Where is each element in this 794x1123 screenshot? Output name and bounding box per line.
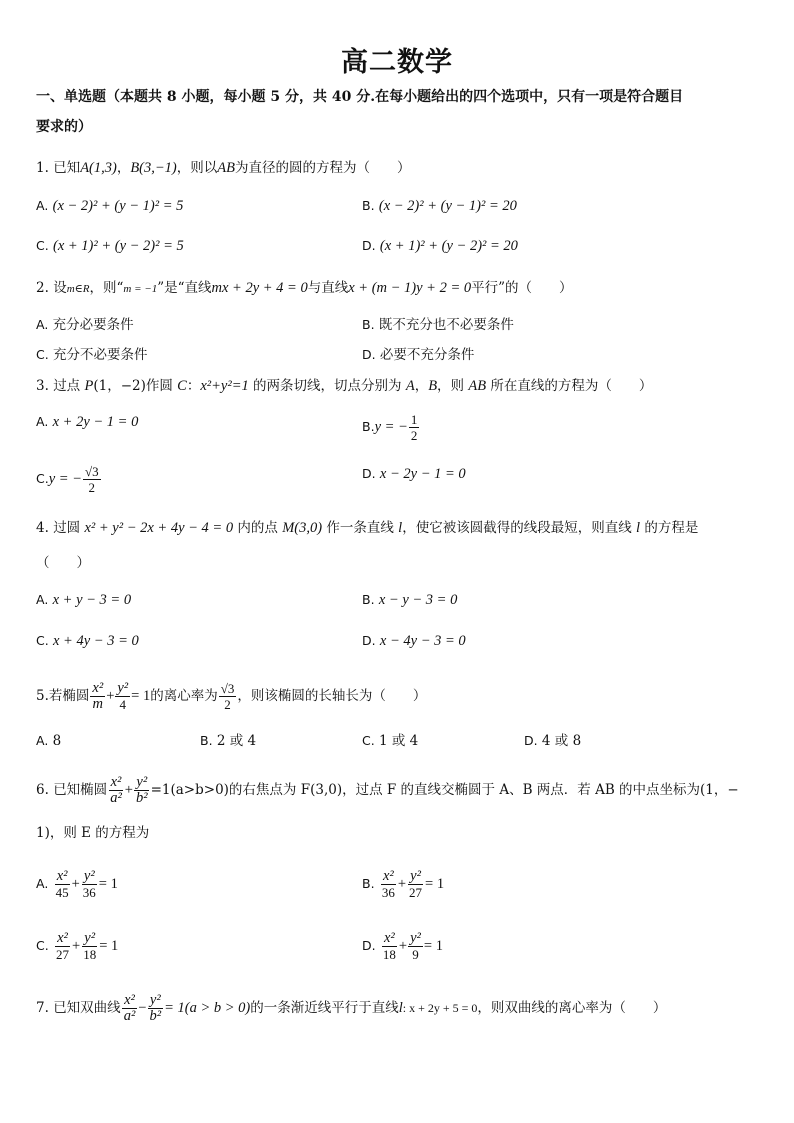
q6-option-d[interactable]: D. $\frac{\text{x²}}{18}$ + $\frac{\text{y²}}{9}$ = 1 (362, 930, 443, 962)
q4-option-a[interactable]: A. x + y − 3 = 0 (36, 592, 132, 608)
q5-option-b[interactable]: B. 2 或 4 (200, 733, 257, 749)
q5-option-c[interactable]: C. 1 或 4 (362, 733, 419, 749)
q3-option-b[interactable]: B.y = − $\frac{1}{2}$ (362, 412, 418, 443)
q2-option-d[interactable]: D. 必要不充分条件 (362, 347, 475, 363)
question-6: 6. 已知椭圆 $\frac{\text{x²}}{\text{a²}}$ + $\frac{\text{y²}}{\text{b²}}$ =1(a>b>0)的右焦点为 F(3,0)，过点 F 的直线交椭圆于 A、B 两点．若 AB 的中点坐标为(1，− (36, 774, 739, 806)
question-7: 7. 已知双曲线 $\frac{\text{x²}}{\text{a²}}$ − $\frac{\text{y²}}{\text{b²}}$ = 1(a > b > 0)的一条渐近线平行于直线l: x + 2y + 5 = 0，则双曲线的离心率为（ ） (36, 992, 667, 1024)
q2-option-c[interactable]: C. 充分不必要条件 (36, 347, 148, 363)
q2-option-a[interactable]: A. 充分必要条件 (36, 317, 134, 333)
section-heading-line1: 一、单选题（本题共 8 小题，每小题 5 分，共 40 分.在每小题给出的四个选项中，只有一项是符合题目 (36, 89, 684, 105)
question-4: 4. 过圆 x² + y² − 2x + 4y − 4 = 0 内的点 M(3,0) 作一条直线 l，使它被该圆截得的线段最短，则直线 l 的方程是 (36, 520, 699, 536)
fraction: $\frac{\text{x²}}{\text{a²}}$ (123, 992, 136, 1024)
section-heading (36, 82, 766, 142)
q1-option-b[interactable]: B. (x − 2)² + (y − 1)² = 20 (362, 198, 517, 214)
q5-option-d[interactable]: D. 4 或 8 (524, 733, 582, 749)
fraction: $\frac{√3}{2}$ (84, 464, 99, 495)
q1-option-a[interactable]: A. (x − 2)² + (y − 1)² = 5 (36, 198, 184, 214)
fraction: $\frac{\text{y²}}{4}$ (117, 680, 129, 712)
question-5: 5.若椭圆 $\frac{\text{x²}}{m}$ + $\frac{\text{y²}}{4}$ = 1的离心率为 $\frac{√3}{2}$ ，则该椭圆的长轴长为（ ） (36, 680, 427, 712)
fraction: $\frac{\text{y²}}{\text{b²}}$ (135, 774, 148, 806)
q2-option-b[interactable]: B. 既不充分也不必要条件 (362, 317, 514, 333)
question-1: 1. 已知A(1,3)，B(3,−1)，则以AB为直径的圆的方程为（ ） (36, 160, 411, 176)
q6-option-a[interactable]: A. $\frac{\text{x²}}{45}$ + $\frac{\text{y²}}{36}$ = 1 (36, 868, 118, 900)
question-4-cont: （ ） (36, 555, 90, 571)
q1-option-d[interactable]: D. (x + 1)² + (y − 2)² = 20 (362, 238, 518, 254)
fraction: $\frac{√3}{2}$ (220, 681, 235, 712)
fraction: $\frac{\text{x²}}{m}$ (92, 680, 104, 712)
question-2: 2. 设m∈R，则“m = −1”是“直线mx + 2y + 4 = 0与直线x + (m − 1)y + 2 = 0平行”的（ ） (36, 280, 573, 296)
q4-option-d[interactable]: D. x − 4y − 3 = 0 (362, 633, 466, 649)
question-3: 3. 过点 P(1，−2)作圆 C：x²+y²=1 的两条切线，切点分别为 A，B，则 AB 所在直线的方程为（ ） (36, 378, 653, 394)
q4-option-b[interactable]: B. x − y − 3 = 0 (362, 592, 458, 608)
q6-option-c[interactable]: C. $\frac{\text{x²}}{27}$ + $\frac{\text{y²}}{18}$ = 1 (36, 930, 119, 962)
q3-option-c[interactable]: C.y = − $\frac{√3}{2}$ (36, 464, 99, 495)
question-6-cont: 1)，则 E 的方程为 (36, 825, 150, 841)
q3-option-d[interactable]: D. x − 2y − 1 = 0 (362, 466, 466, 482)
q4-option-c[interactable]: C. x + 4y − 3 = 0 (36, 633, 139, 649)
fraction: $\frac{1}{2}$ (410, 412, 418, 443)
page-title: 高二数学 (341, 47, 453, 78)
fraction: $\frac{\text{x²}}{\text{a²}}$ (110, 774, 122, 806)
q3-option-a[interactable]: A. x + 2y − 1 = 0 (36, 414, 139, 430)
q1-option-c[interactable]: C. (x + 1)² + (y − 2)² = 5 (36, 238, 184, 254)
section-heading-line2: 要求的） (36, 119, 92, 135)
q5-option-a[interactable]: A. 8 (36, 733, 62, 749)
fraction: $\frac{\text{y²}}{\text{b²}}$ (149, 992, 162, 1024)
q6-option-b[interactable]: B. $\frac{\text{x²}}{36}$ + $\frac{\text{y²}}{27}$ = 1 (362, 868, 445, 900)
